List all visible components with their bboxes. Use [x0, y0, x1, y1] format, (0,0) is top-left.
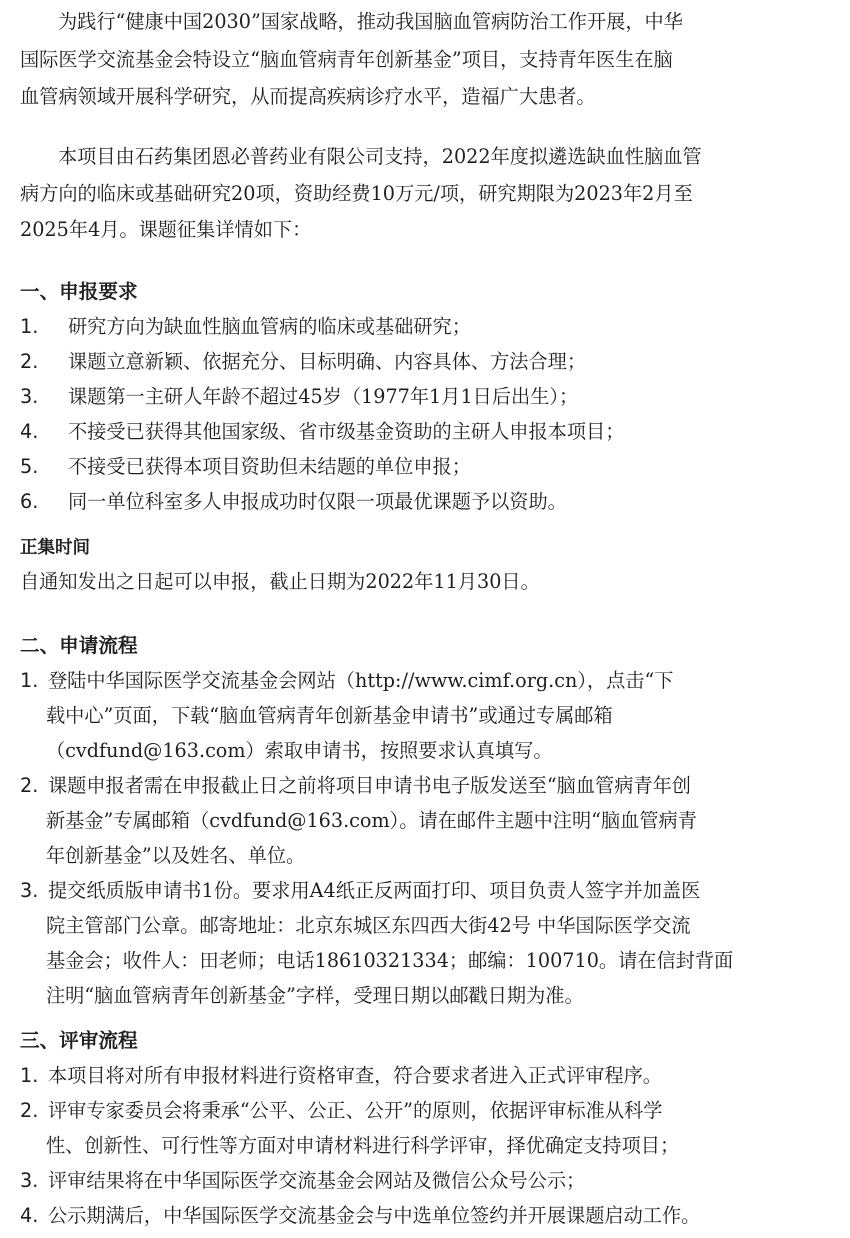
intro-paragraph-1-line-1: 为践行“健康中国2030”国家战略，推动我国脑血管病防治工作开展，中华: [58, 10, 683, 33]
item-number: 6.: [20, 490, 39, 513]
item-text: 课题立意新颖、依据充分、目标明确、内容具体、方法合理；: [68, 350, 587, 373]
section-1-item: [20, 449, 835, 485]
item-text: 不接受已获得其他国家级、省市级基金资助的主研人申报本项目；: [68, 420, 625, 443]
item-text: 不接受已获得本项目资助但未结题的单位申报；: [68, 455, 471, 478]
collection-time-text: 自通知发出之日起可以申报，截止日期为2022年11月30日。: [20, 570, 540, 593]
section-2-item-3-line-2: 院主管部门公章。邮寄地址：北京东城区东四西大街42号 中华国际医学交流: [46, 914, 691, 937]
item-text: 评审专家委员会将秉承“公平、公正、公开”的原则，依据评审标准从科学: [48, 1099, 663, 1122]
item-number: 5.: [20, 455, 39, 478]
item-number: 1.: [20, 1064, 39, 1087]
section-3-item-2-line-1: [20, 1093, 835, 1129]
item-number: 1.: [20, 669, 39, 692]
item-number: 3.: [20, 385, 39, 408]
section-3-item-1: [20, 1058, 835, 1094]
item-text: 课题第一主研人年龄不超过45岁（1977年1月1日后出生）；: [68, 385, 579, 408]
item-number: 2.: [20, 774, 39, 797]
section-1-item: [20, 379, 835, 415]
item-text: 评审结果将在中华国际医学交流基金会网站及微信公众号公示；: [48, 1169, 586, 1192]
section-3-item-2-line-2: 性、创新性、可行性等方面对申请材料进行科学评审，择优确定支持项目；: [46, 1134, 680, 1157]
section-2-item-2-line-1: [20, 768, 835, 804]
item-number: 4.: [20, 420, 39, 443]
section-1-item: [20, 484, 835, 520]
section-1-heading: 一、申报要求: [20, 280, 138, 303]
section-3-item-3: [20, 1163, 835, 1199]
item-text: 本项目将对所有申报材料进行资格审查，符合要求者进入正式评审程序。: [48, 1064, 662, 1087]
item-text: 同一单位科室多人申报成功时仅限一项最优课题予以资助。: [68, 490, 567, 513]
item-number: 3.: [20, 1169, 39, 1192]
section-1-item: [20, 309, 835, 345]
section-1-item: [20, 414, 835, 450]
section-2-item-2-line-2: 新基金”专属邮箱（cvdfund@163.com）。请在邮件主题中注明“脑血管病青: [46, 809, 697, 832]
section-2-heading: 二、申请流程: [20, 634, 138, 657]
section-2-item-1-line-2: 载中心”页面，下载“脑血管病青年创新基金申请书”或通过专属邮箱: [46, 704, 613, 727]
section-2-item-1-line-1: [20, 663, 835, 699]
section-2-item-3-line-3: 基金会；收件人：田老师；电话18610321334；邮编：100710。请在信封背面: [46, 949, 734, 972]
collection-time-heading: 正集时间: [20, 538, 90, 558]
intro-paragraph-2-line-1: 本项目由石药集团恩必普药业有限公司支持，2022年度拟遴选缺血性脑血管: [58, 145, 702, 168]
section-2-item-1-line-3: （cvdfund@163.com）索取申请书，按照要求认真填写。: [46, 739, 553, 762]
item-text: 登陆中华国际医学交流基金会网站（http://www.cimf.org.cn），点击“下: [48, 669, 674, 692]
section-2-item-3-line-1: [20, 873, 835, 909]
item-text: 研究方向为缺血性脑血管病的临床或基础研究；: [68, 315, 471, 338]
section-2-item-3-line-4: 注明“脑血管病青年创新基金”字样，受理日期以邮戳日期为准。: [46, 984, 584, 1007]
item-text: 课题申报者需在申报截止日之前将项目申请书电子版发送至“脑血管病青年创: [48, 774, 691, 797]
section-2-item-2-line-3: 年创新基金”以及姓名、单位。: [46, 844, 306, 867]
section-1-item: [20, 344, 835, 380]
section-3-heading: 三、评审流程: [20, 1029, 138, 1052]
intro-paragraph-1-line-2: 国际医学交流基金会特设立“脑血管病青年创新基金”项目，支持青年医生在脑: [20, 48, 673, 71]
item-text: 提交纸质版申请书1份。要求用A4纸正反两面打印、项目负责人签字并加盖医: [48, 879, 701, 902]
item-number: 1.: [20, 315, 39, 338]
item-number: 2.: [20, 350, 39, 373]
item-text: 公示期满后，中华国际医学交流基金会与中选单位签约并开展课题启动工作。: [48, 1204, 701, 1227]
item-number: 2.: [20, 1099, 39, 1122]
intro-paragraph-1-line-3: 血管病领域开展科学研究，从而提高疾病诊疗水平，造福广大患者。: [20, 85, 596, 108]
section-3-item-4: [20, 1198, 835, 1234]
item-number: 3.: [20, 879, 39, 902]
intro-paragraph-2-line-3: 2025年4月。课题征集详情如下：: [20, 218, 312, 241]
item-number: 4.: [20, 1204, 39, 1227]
intro-paragraph-2-line-2: 病方向的临床或基础研究20项，资助经费10万元/项，研究期限为2023年2月至: [20, 182, 693, 205]
